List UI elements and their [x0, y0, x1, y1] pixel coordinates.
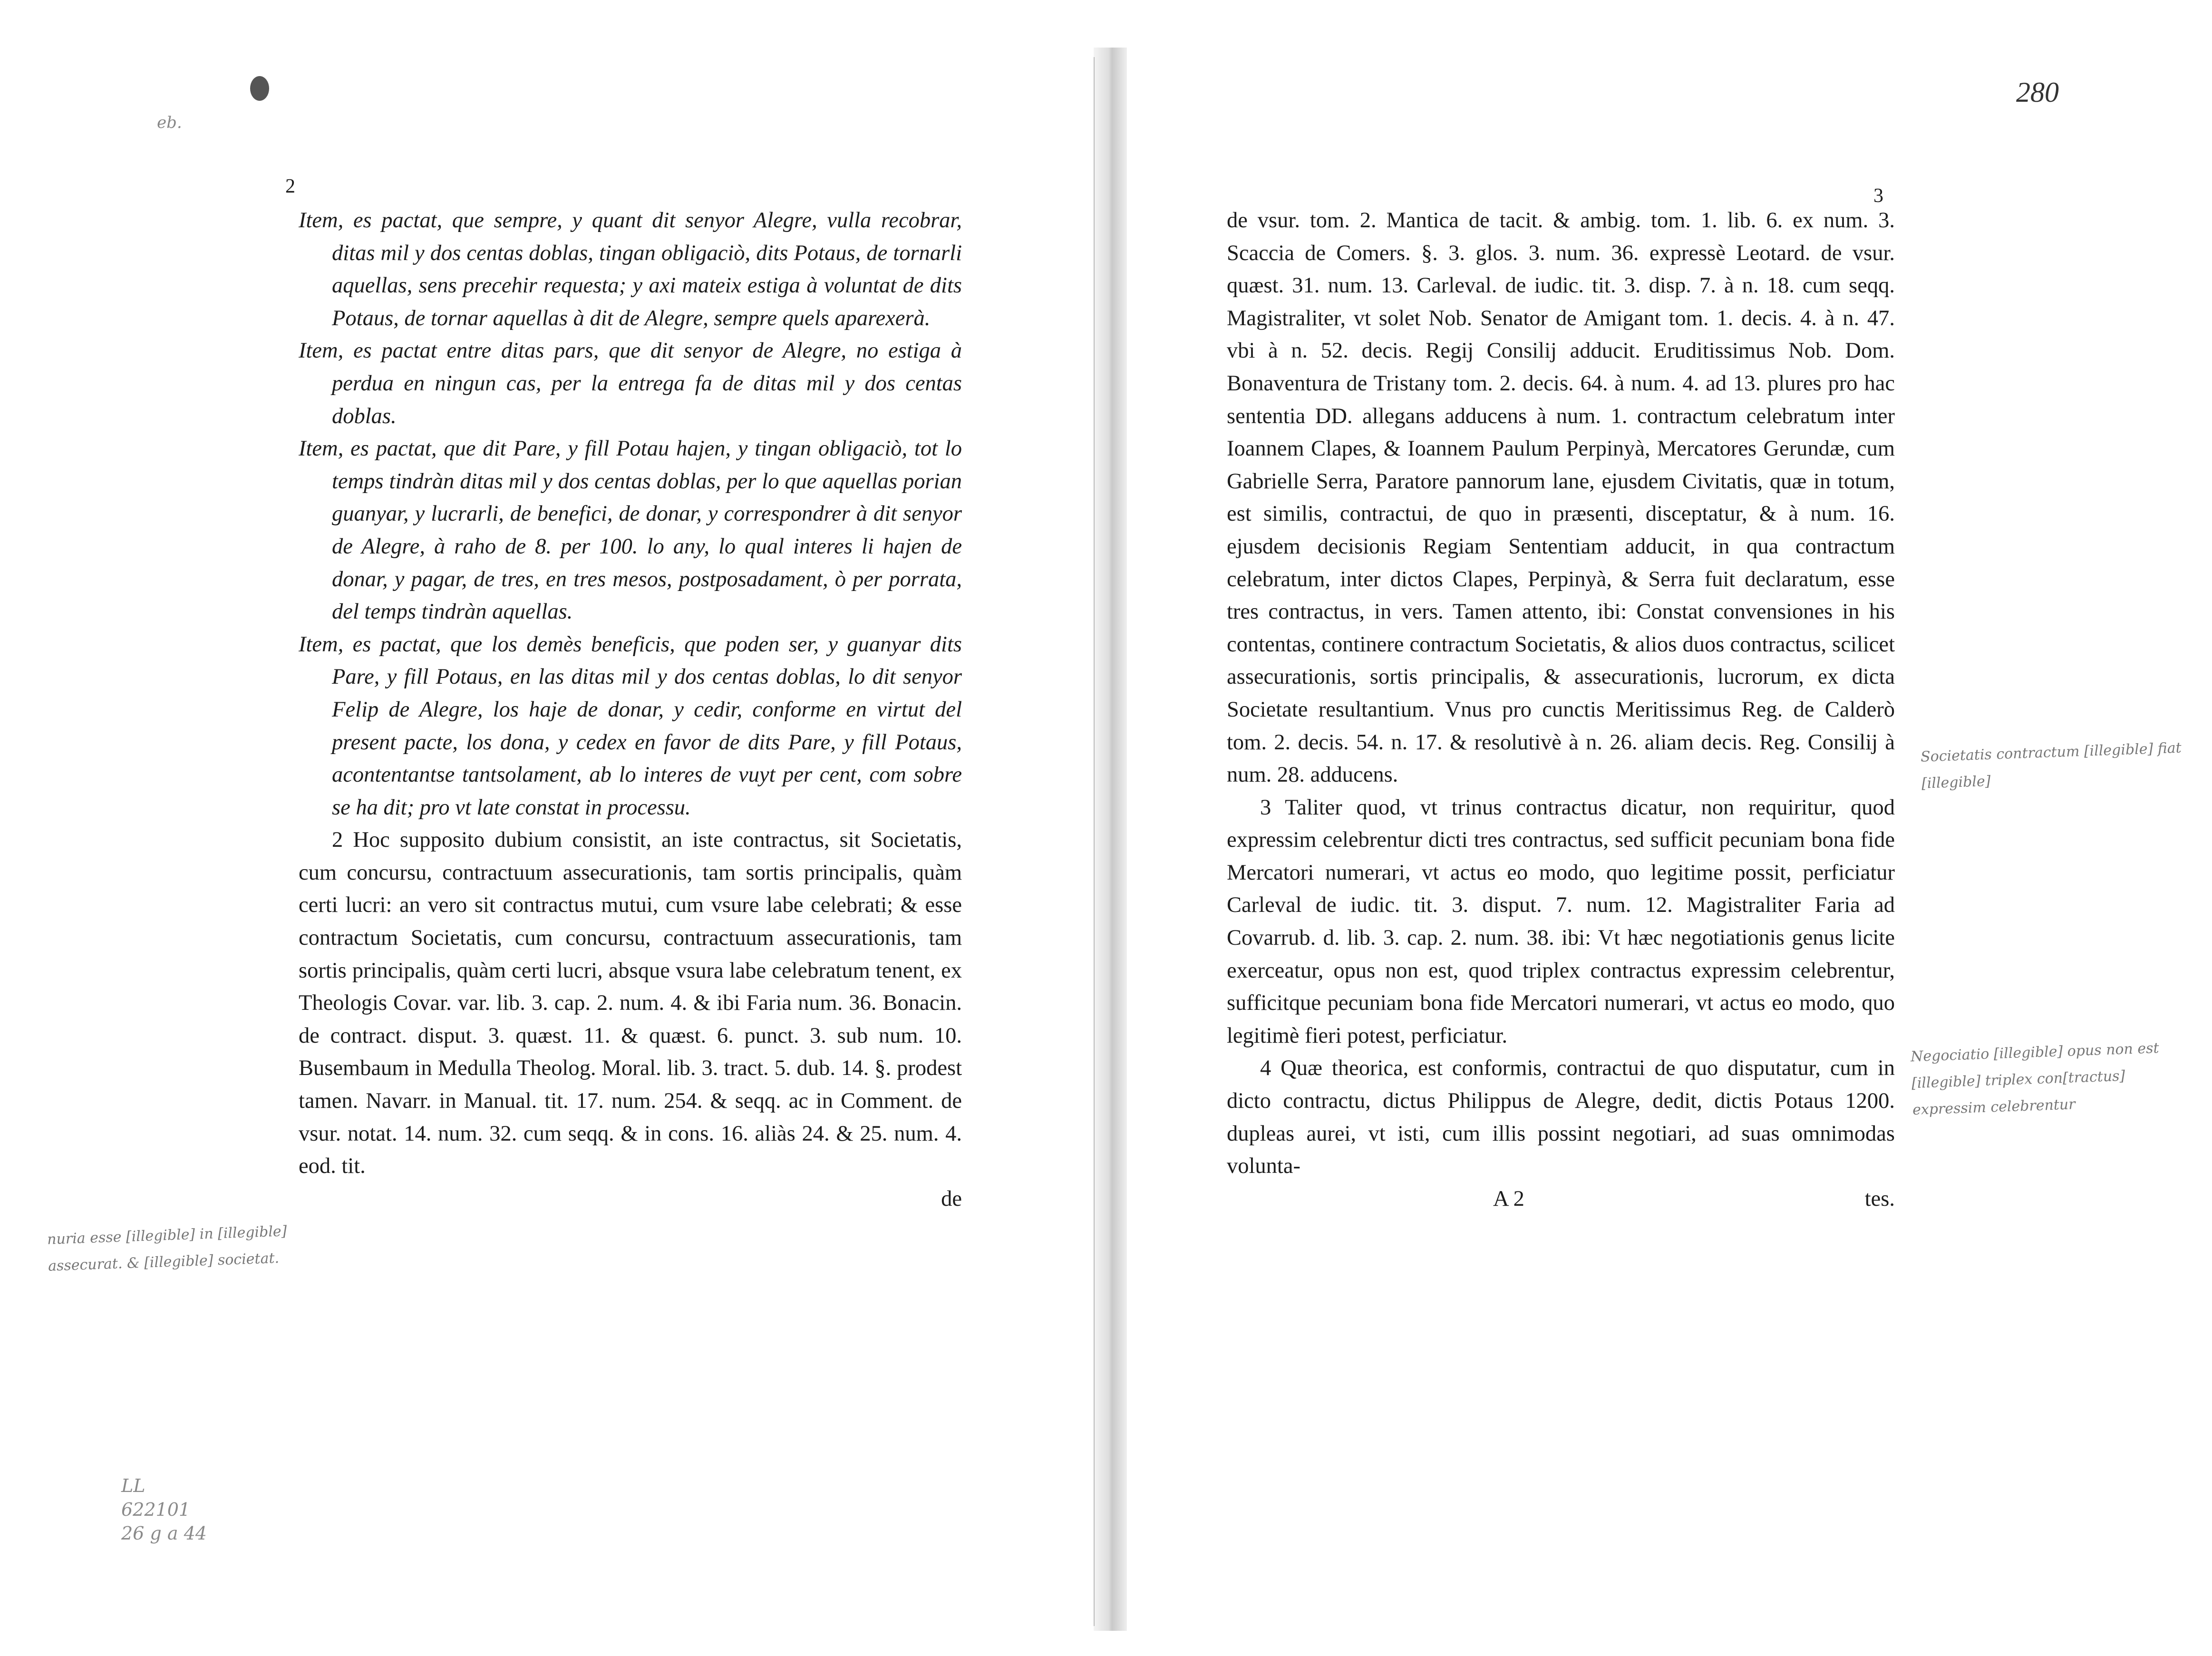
page-edge [1094, 57, 1095, 1626]
handwritten-note-left: nuria esse [illegible] in [illegible] assecurat. & [illegible] societat. [47, 1223, 287, 1275]
shelfmark [121, 1474, 207, 1545]
right-page-number: 3 [1873, 185, 1883, 207]
right-paragraph-2: 3 Taliter quod, vt trinus contractus dicatur, non requiritur, quod expressim celebrentur dicti tres contractus, sed sufficit pecuniam bona fide Mercatori numerari, vt actus eo modo, quo legitime possit, perficiatur Carleval de iudic. tit. 3. disput. 7. num. 12. Magistraliter Faria ad Covarrub. d. lib. 3. cap. 2. num. 38. ibi: Vt hæc negotiationis genus licite exerceatur, opus non est, quod triplex contractus expressim celebrentur, sufficitque pecuniam bona fide Mercatori numerari, vt actus eo modo, quo legitimè fieri potest, perficiatur. [1227, 795, 1895, 1048]
handwritten-note-right-2: Negociatio [illegible] opus non est [illegible] triplex con[tractus] expressim celebrentur [1910, 1040, 2160, 1119]
signature-mark: A 2 [1493, 1186, 1524, 1211]
handwritten-note-right-1: Societatis contractum [illegible] fiat [illegible] [1920, 739, 2182, 792]
shelfmark-line-3: 26 g a 44 [121, 1523, 207, 1544]
right-catchword: tes. [1864, 1186, 1895, 1211]
left-catchword: de [941, 1186, 962, 1211]
left-paragraph-3: Item, es pactat, que dit Pare, y fill Potau hajen, y tingan obligaciò, tot lo temps tindràn ditas mil y dos centas doblas, per lo que aquellas porian guanyar, y lucrarli, de benefici, de donar, y correspondrer à dit senyor de Alegre, à raho de 8. per 100. lo any, lo qual interes li hajen de donar, y pagar, de tres, en tres mesos, postposadament, ò per porrata, del temps tindràn aquellas. [299, 436, 962, 624]
folio-number: 280 [2016, 77, 2059, 108]
binding-hole [250, 76, 269, 101]
left-page-text [299, 204, 962, 1215]
page-footer [1227, 1183, 1895, 1216]
shelfmark-line-1: LL [121, 1475, 146, 1496]
left-paragraph-2: Item, es pactat entre ditas pars, que dit senyor de Alegre, no estiga à perdua en ningun cas, per la entrega fa de ditas mil y dos centas doblas. [299, 339, 962, 428]
page-gutter [1094, 48, 1127, 1631]
shelfmark-line-2: 622101 [121, 1499, 191, 1520]
left-paragraph-1: Item, es pactat, que sempre, y quant dit senyor Alegre, vulla recobrar, ditas mil y dos centas doblas, tingan obligaciò, dits Potaus, de tornarli aquellas, sens precehir requesta; y axi mateix estiga à voluntat de dits Potaus, de tornar aquellas à dit de Alegre, sempre quels aparexerà. [299, 208, 962, 330]
right-paragraph-1: de vsur. tom. 2. Mantica de tacit. & ambig. tom. 1. lib. 6. ex num. 3. Scaccia de Comers. §. 3. glos. 3. num. 36. expressè Leotard. de vsur. quæst. 31. num. 13. Carleval. de iudic. tit. 3. disp. 7. à n. 18. cum seqq. Magistraliter, vt solet Nob. Senator de Amigant tom. 1. decis. 4. à n. 47. vbi à n. 52. decis. Regij Consilij adducit. Eruditissimus Nob. Dom. Bonaventura de Tristany tom. 2. decis. 64. à num. 4. ad 13. plures pro hac sententia DD. allegans adducens à num. 1. contractum celebratum inter Ioannem Clapes, & Ioannem Paulum Perpinyà, Mercatores Gerundæ, cum Gabrielle Serra, Paratore pannorum lane, ejusdem Civitatis, quæ in totum, est similis, contractui, de quo in præsenti, disceptatur, & à num. 16. ejusdem decisionis Regiam Sententiam adducit, in qua contractum celebratum, inter dictos Clapes, Perpinyà, & Serra fuit declaratum, esse tres contractus, in vers. Tamen attento, ibi: Constat convensiones in his contentas, continere contractum Societatis, & alios duos contractus, scilicet assecurationis, sortis principalis, & assecurationis, lucrorum, ex dicta Societate resultantium. Vnus pro cunctis Meritissimus Reg. de Calderò tom. 2. decis. 54. n. 17. & resolutivè à n. 26. aliam decis. Reg. Consilij à num. 28. adducens. [1227, 208, 1895, 787]
left-paragraph-5: 2 Hoc supposito dubium consistit, an iste contractus, sit Societatis, cum concursu, contractuum assecurationis, tam sortis principalis, quàm certi lucri: an vero sit contractus mutui, cum vsure labe celebrati; & esse contractum Societatis, cum concursu, contractuum assecurationis, tam sortis principalis, quàm certi lucri, absque vsura labe celebratum tenent, ex Theologis Covar. var. lib. 3. cap. 2. num. 4. & ibi Faria num. 36. Bonacin. de contract. disput. 3. quæst. 11. & quæst. 6. punct. 3. sub num. 10. Busembaum in Medulla Theolog. Moral. lib. 3. tract. 5. dub. 14. §. prodest tamen. Navarr. in Manual. tit. 17. num. 254. & seqq. ac in Comment. de vsur. notat. 14. num. 32. cum seqq. & in cons. 16. aliàs 24. & 25. num. 4. eod. tit. [299, 828, 962, 1179]
left-page-number: 2 [285, 175, 295, 197]
top-mark: eb. [157, 113, 182, 132]
left-paragraph-4: Item, es pactat, que los demès beneficis, que poden ser, y guanyar dits Pare, y fill Potaus, en las ditas mil y dos centas doblas, lo dit senyor Felip de Alegre, los haje de donar, y cedir, conforme en virtut del present pacte, los dona, y cedex en favor de dits Pare, y fill Potaus, acontentantse tantsolament, ab lo interes de vuyt per cent, com sobre se ha dit; pro vt late constat in processu. [299, 632, 962, 820]
right-page-text [1227, 204, 1895, 1215]
right-paragraph-3: 4 Quæ theorica, est conformis, contractui de quo disputatur, cum in dicto contractu, dictus Philippus de Alegre, dedit, dictis Potaus 1200. dupleas aurei, vt isti, cum illis possint negotiari, ad suas omnimodas volunta- [1227, 1056, 1895, 1179]
